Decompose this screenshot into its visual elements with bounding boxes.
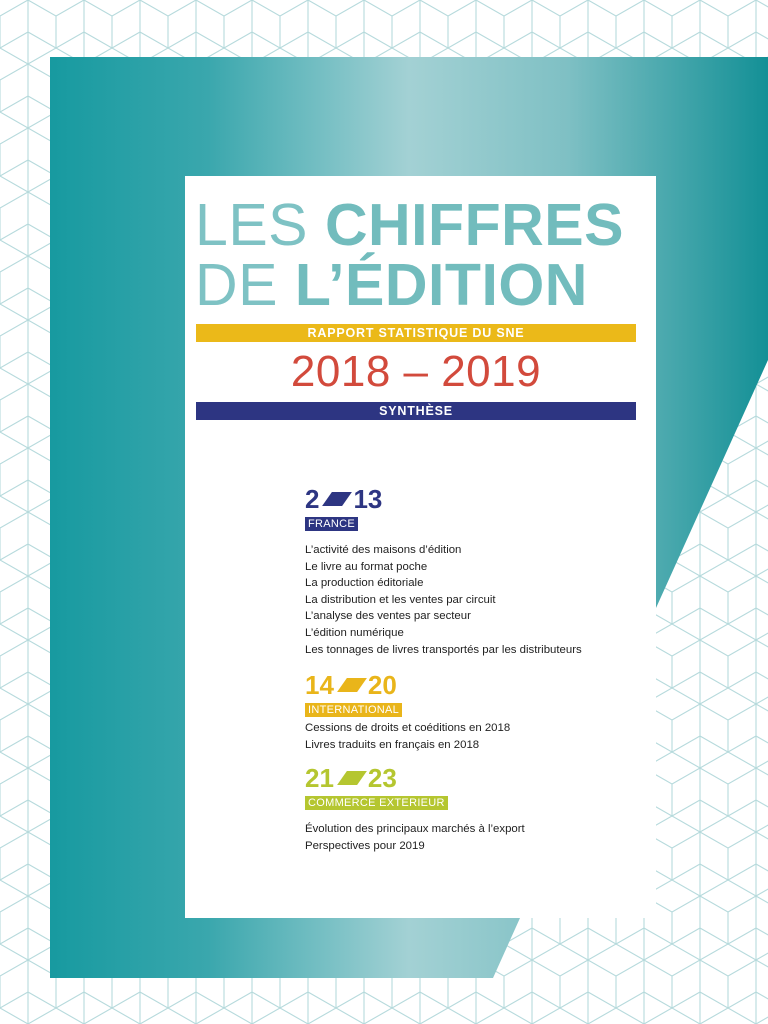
page-range-international [305,670,510,700]
international-item-list [305,720,510,753]
section-tag-commerce: COMMERCE EXTERIEUR [305,796,448,810]
list-item: Le livre au format poche [305,560,428,573]
list-item: Cessions de droits et coéditions en 2018 [305,722,511,734]
list-item: L’analyse des ventes par secteur [305,610,471,623]
list-item: La distribution et les ventes par circuit [305,593,496,606]
section-tag-international: INTERNATIONAL [305,703,402,717]
title-chiffres: CHIFFRES [324,192,624,258]
list-item: Les tonnages de livres transportés par les distributeurs [305,643,582,656]
page-range-commerce [305,763,525,793]
subtitle-bar: RAPPORT STATISTIQUE DU SNE [196,324,636,342]
section-tag-france: FRANCE [305,517,358,531]
list-item: L’activité des maisons d’édition [305,544,462,556]
page-end: 20 [367,670,397,700]
title-line-1 [195,192,624,258]
page-start: 2 [305,484,320,514]
page-start: 14 [305,670,334,700]
title-de: DE [195,252,278,318]
page-range-france [305,484,582,514]
list-item: Évolution des principaux marchés à l’export [305,823,525,835]
list-item: L’édition numérique [305,626,404,639]
page-start: 21 [305,763,334,793]
section-france [305,484,582,674]
page-end: 23 [367,763,397,793]
title-edition: L’ÉDITION [294,252,588,318]
slash-mark [323,492,353,506]
content-card [185,176,656,918]
synthese-bar: SYNTHÈSE [196,402,636,420]
list-item: Perspectives pour 2019 [305,839,425,852]
slash-mark [337,678,367,692]
list-item: Livres traduits en français en 2018 [305,738,480,751]
page-end: 13 [353,484,383,514]
section-commerce-exterieur [305,763,525,870]
year-range: 2018 – 2019 [290,347,542,396]
title-les: LES [195,192,309,258]
section-international [305,670,510,769]
title-line-2 [195,252,588,318]
france-item-list [305,542,582,658]
list-item: La production éditoriale [305,577,424,590]
commerce-item-list [305,821,525,854]
slash-mark [337,771,367,785]
